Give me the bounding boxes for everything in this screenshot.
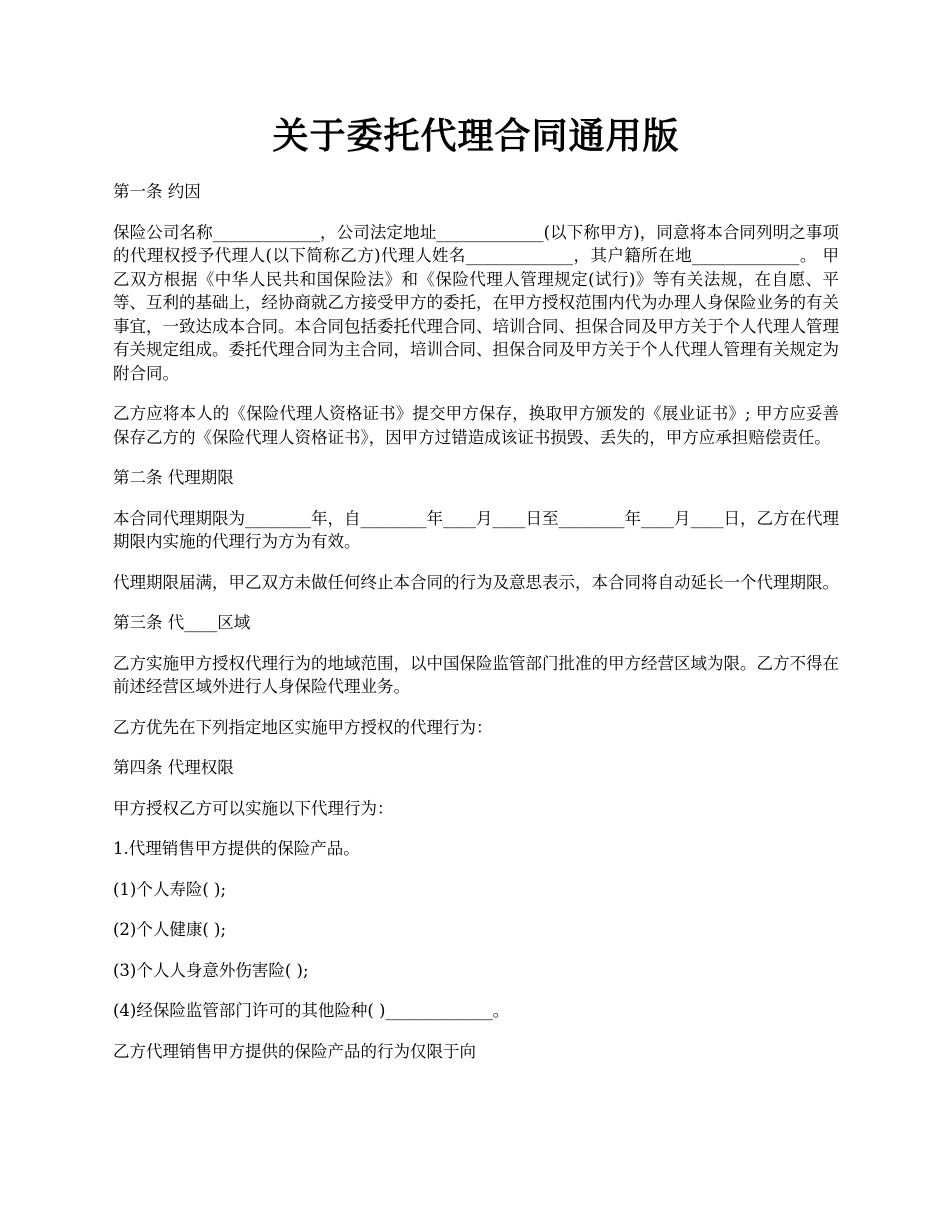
document-body <box>113 180 839 1080</box>
article-3-heading: 第三条 代____区域 <box>113 613 251 632</box>
article-4-paragraph: 乙方代理销售甲方提供的保险产品的行为仅限于向 <box>113 1041 476 1061</box>
article-2-heading: 第二条 代理期限 <box>113 468 234 487</box>
article-3-paragraph: 乙方实施甲方授权代理行为的地域范围，以中国保险监管部门批准的甲方经营区域为限。乙方不得在前述经营区域外进行人身保险代理业务。 <box>113 653 839 696</box>
article-3-paragraph: 乙方优先在下列指定地区实施甲方授权的代理行为： <box>113 717 493 737</box>
list-item: (2)个人健康( ); <box>113 920 227 939</box>
list-item: (1)个人寿险( ); <box>113 879 227 899</box>
list-item: (3)个人人身意外伤害险( ); <box>113 960 309 980</box>
document-title: 关于委托代理合同通用版 <box>272 115 680 157</box>
list-item: (4)经保险监管部门许可的其他险种( )_____________。 <box>113 1001 510 1020</box>
article-4-heading: 第四条 代理权限 <box>113 758 234 777</box>
article-2-paragraph: 本合同代理期限为________年，自________年____月____日至________年____月____日，乙方在代理期限内实施的代理行为方为有效。 <box>113 508 839 551</box>
list-item: 1.代理销售甲方提供的保险产品。 <box>113 839 360 858</box>
article-1-heading: 第一条 约因 <box>113 182 201 201</box>
article-1-paragraph: 乙方应将本人的《保险代理人资格证书》提交甲方保存，换取甲方颁发的《展业证书》; 甲方应妥善保存乙方的《保险代理人资格证书》，因甲方过错造成该证书损毁、丢失的，甲方应承担赔偿责任。 <box>113 404 839 447</box>
article-2-paragraph: 代理期限届满，甲乙双方未做任何终止本合同的行为及意思表示，本合同将自动延长一个代理期限。 <box>113 572 839 592</box>
article-4-paragraph: 甲方授权乙方可以实施以下代理行为： <box>113 798 394 818</box>
article-1-paragraph: 保险公司名称_____________，公司法定地址_____________(以下称甲方)，同意将本合同列明之事项的代理权授予代理人(以下简称乙方)代理人姓名_____________，其户籍所在地_____________。 甲乙双方根据《中华人民共和国保险法》和《保险代理人管理规定(试行)》等有关法规，在自愿、平等、互利的基础上，经协商就乙方接受甲方的委托，在甲方授权范围内代为办理人身保险业务的有关事宜，一致达成本合同。本合同包括委托代理合同、培训合同、担保合同及甲方关于个人代理人管理有关规定组成。委托代理合同为主合同，培训合同、担保合同及甲方关于个人代理人管理有关规定为附合同。 <box>113 222 839 383</box>
